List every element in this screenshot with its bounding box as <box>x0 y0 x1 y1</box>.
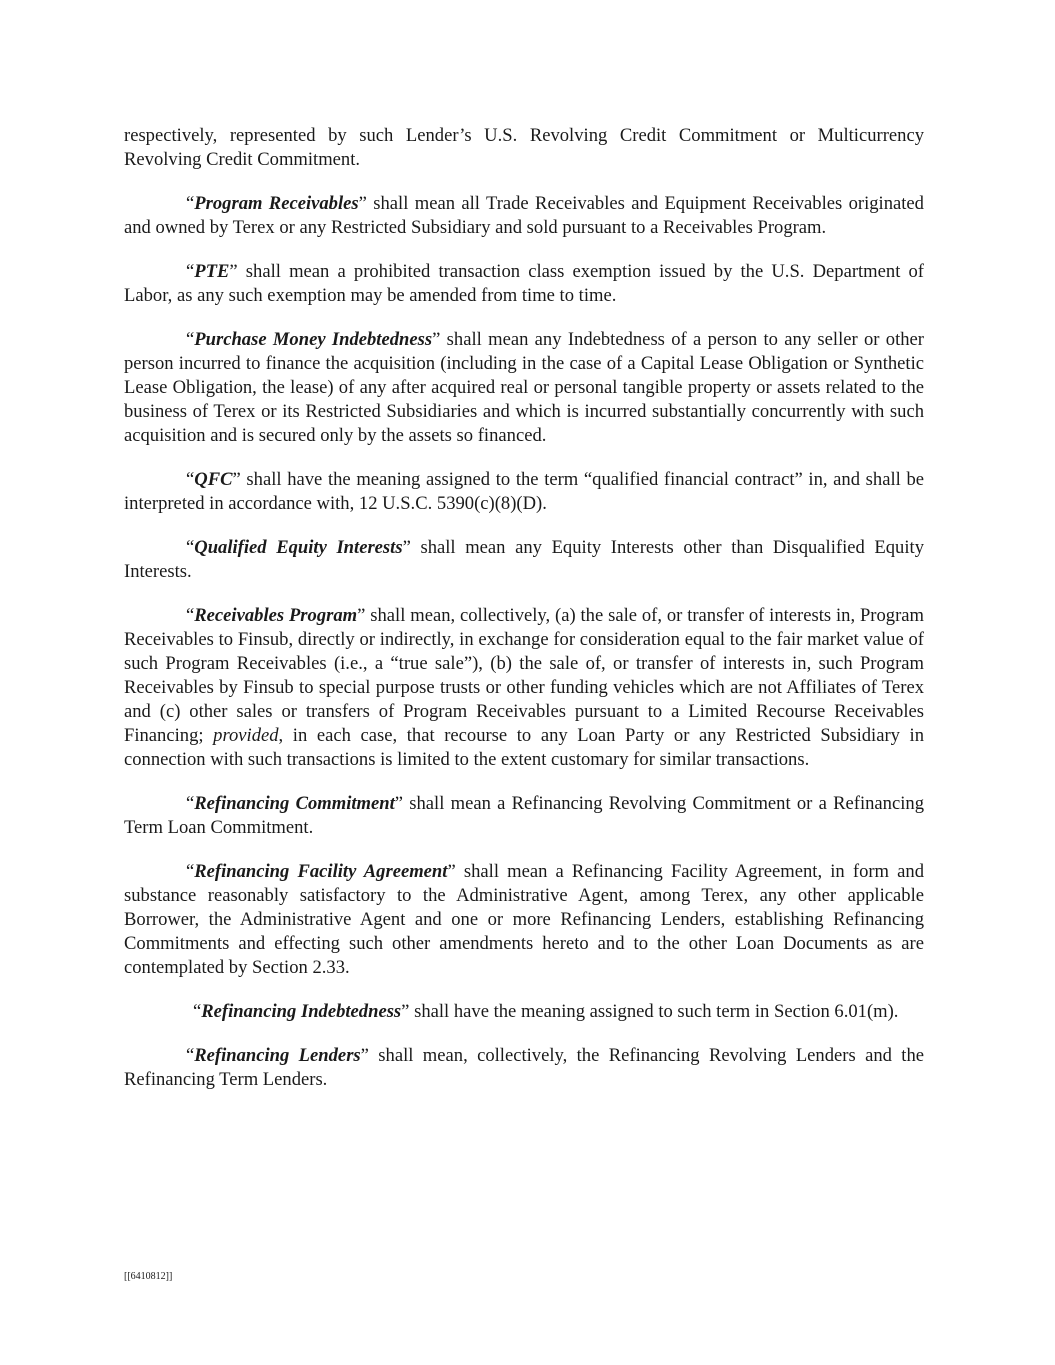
close-quote: ” <box>401 1001 410 1022</box>
open-quote: “ <box>186 605 195 626</box>
definition-qualified-equity-interests <box>124 536 924 584</box>
open-quote: “ <box>186 861 195 882</box>
close-quote: ” <box>357 605 366 626</box>
defined-term: Refinancing Lenders <box>194 1045 361 1066</box>
open-quote: “ <box>186 261 195 282</box>
open-quote: “ <box>193 1001 202 1022</box>
definition-text: shall mean a prohibited transaction class exemption issued by the U.S. Department of Labor, as any such exemption may be amended from time to time. <box>124 261 924 306</box>
definition-text: shall mean a Refinancing Facility Agreement, in form and substance reasonably satisfactory to the Administrative Agent, among Terex, any other applicable Borrower, the Administrative Agent and one or more Refinancing Lenders, establishing Refinancing Commitments and effecting such other amendments hereto and to the other Loan Documents as are contemplated by Section 2.33. <box>124 861 925 978</box>
definition-refinancing-commitment <box>124 792 924 840</box>
document-body <box>124 124 924 1112</box>
open-quote: “ <box>186 193 195 214</box>
definition-text: shall mean, collectively, the Refinancing Revolving Lenders and the Refinancing Term Lenders. <box>124 1045 925 1090</box>
close-quote: ” <box>232 469 241 490</box>
continuation-paragraph <box>124 124 924 172</box>
close-quote: ” <box>394 793 404 814</box>
document-footer-id: [[6410812]] <box>124 1271 173 1282</box>
definition-text-continued: , in each case, that recourse to any Loan Party or any Restricted Subsidiary in connection with such transactions is limited to the extent customary for similar transactions. <box>124 725 924 770</box>
open-quote: “ <box>186 469 195 490</box>
definition-qfc <box>124 468 924 516</box>
defined-term: Program Receivables <box>194 193 359 214</box>
open-quote: “ <box>186 1045 195 1066</box>
defined-term: Refinancing Indebtedness <box>201 1001 402 1022</box>
close-quote: ” <box>447 861 456 882</box>
definition-text: shall have the meaning assigned to the term “qualified financial contract” in, and shall be interpreted in accordance with, 12 U.S.C. 5390(c)(8)(D). <box>124 469 924 514</box>
close-quote: ” <box>229 261 238 282</box>
definition-text: shall mean any Equity Interests other than Disqualified Equity Interests. <box>124 537 924 582</box>
defined-term: Receivables Program <box>194 605 358 626</box>
close-quote: ” <box>360 1045 369 1066</box>
definition-pte <box>124 260 924 308</box>
defined-term: QFC <box>194 469 233 490</box>
open-quote: “ <box>186 537 195 558</box>
defined-term: PTE <box>194 261 230 282</box>
close-quote: ” <box>432 329 441 350</box>
definition-text: shall mean a Refinancing Revolving Commitment or a Refinancing Term Loan Commitment. <box>124 793 924 838</box>
definition-refinancing-lenders <box>124 1044 924 1092</box>
open-quote: “ <box>186 793 195 814</box>
definition-program-receivables <box>124 192 924 240</box>
open-quote: “ <box>186 329 195 350</box>
close-quote: ” <box>402 537 411 558</box>
italic-proviso: provided <box>213 725 279 746</box>
definition-receivables-program <box>124 604 924 772</box>
definition-text: shall mean any Indebtedness of a person to any seller or other person incurred to finance the acquisition (including in the case of a Capital Lease Obligation or Synthetic Lease Obligation, the lease) of any after acquired real or personal tangible property or assets related to the business of Terex or its Restricted Subsidiaries and which is incurred substantially concurrently with such acquisition and is secured only by the assets so financed. <box>124 329 924 446</box>
definition-text: shall mean, collectively, (a) the sale of, or transfer of interests in, Program Receivables to Finsub, directly or indirectly, in exchange for consideration equal to the fair market value of such Program Receivables (i.e., a “true sale”), (b) the sale of, or transfer of interests in, such Program Receivables by Finsub to special purpose trusts or other funding vehicles which are not Affiliates of Terex and (c) other sales or transfers of Program Receivables pursuant to a Limited Recourse Receivables Financing; <box>124 605 924 746</box>
definition-text: shall have the meaning assigned to such term in Section 6.01(m). <box>409 1001 899 1022</box>
continuation-text: respectively, represented by such Lender’s U.S. Revolving Credit Commitment or Multicurrency Revolving Credit Commitment. <box>124 125 924 170</box>
definition-refinancing-indebtedness <box>124 1000 924 1024</box>
defined-term: Purchase Money Indebtedness <box>194 329 433 350</box>
defined-term: Refinancing Facility Agreement <box>194 861 448 882</box>
defined-term: Refinancing Commitment <box>194 793 395 814</box>
close-quote: ” <box>358 193 367 214</box>
definition-refinancing-facility-agreement <box>124 860 924 980</box>
definition-text: shall mean all Trade Receivables and Equipment Receivables originated and owned by Terex or any Restricted Subsidiary and sold pursuant to a Receivables Program. <box>124 193 924 238</box>
defined-term: Qualified Equity Interests <box>194 537 403 558</box>
definition-purchase-money-indebtedness <box>124 328 924 448</box>
